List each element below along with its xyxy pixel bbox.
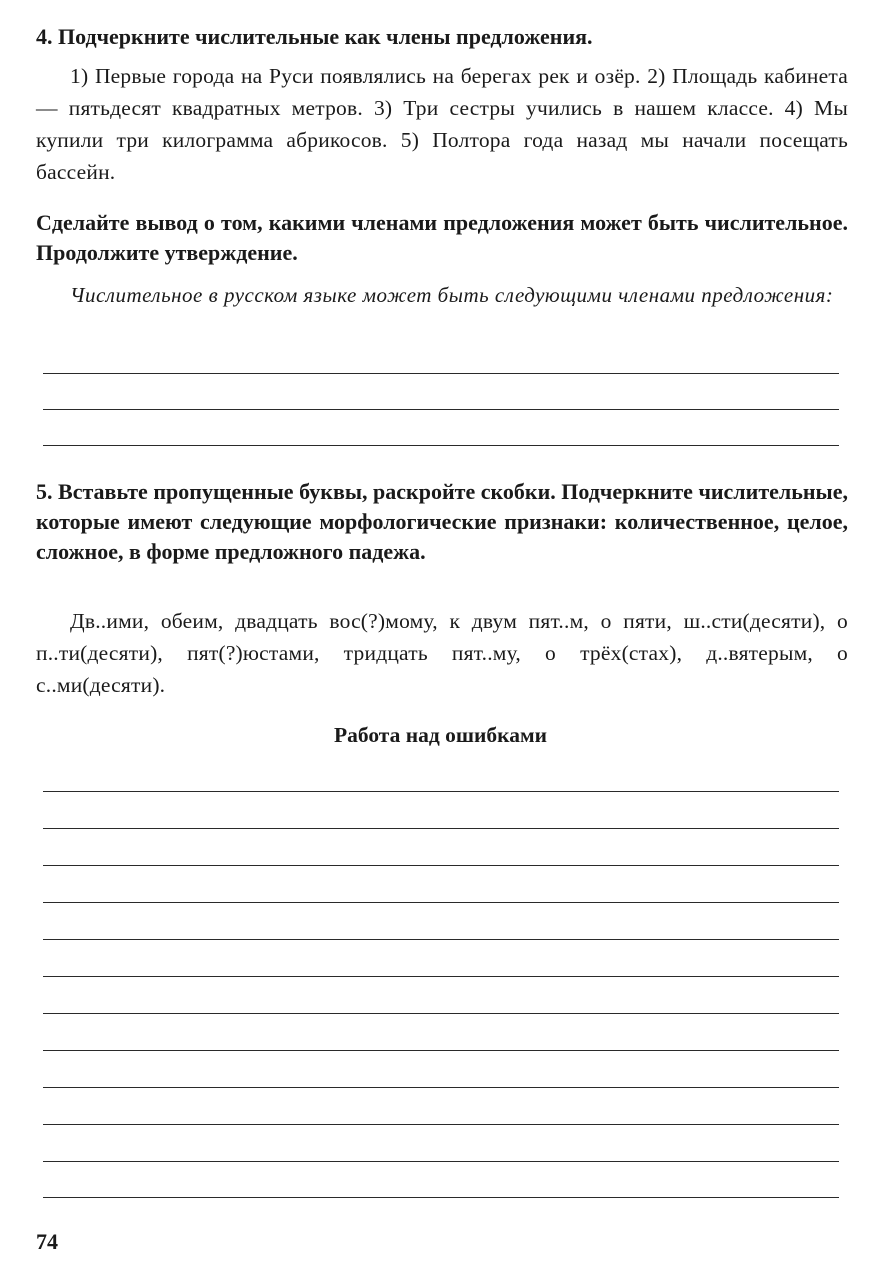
answer-line[interactable] <box>43 1197 839 1198</box>
answer-line[interactable] <box>43 373 839 374</box>
answer-line[interactable] <box>43 791 839 792</box>
conclusion-heading: Сделайте вывод о том, какими членами предложения может быть числительное. Продолжите утверждение. <box>36 210 848 265</box>
answer-line[interactable] <box>43 445 839 446</box>
answer-line[interactable] <box>43 409 839 410</box>
task5-text: Дв..ими, обеим, двадцать вос(?)мому, к двум пят..м, о пяти, ш..сти(десяти), о п..ти(десяти), пят(?)юстами, тридцать пят..му, о трёх(стах), д..вятерым, о с..ми(десяти). <box>36 609 848 697</box>
answer-line[interactable] <box>43 976 839 977</box>
task4-text: 1) Первые города на Руси появлялись на берегах рек и озёр. 2) Площадь кабинета — пятьдесят квадратных метров. 3) Три сестры учились в нашем классе. 4) Мы купили три килограмма абрикосов. 5) Полтора года назад мы начали посещать бассейн. <box>36 64 848 184</box>
answer-line[interactable] <box>43 1087 839 1088</box>
answer-line[interactable] <box>43 1124 839 1125</box>
answer-line[interactable] <box>43 1013 839 1014</box>
answer-line[interactable] <box>43 1161 839 1162</box>
answer-line[interactable] <box>43 939 839 940</box>
page-number: 74 <box>36 1229 58 1254</box>
task5-heading: 5. Вставьте пропущенные буквы, раскройте скобки. Подчеркните числительные, которые имеют следующие морфологические признаки: количественное, целое, сложное, в форме предложного падежа. <box>36 479 848 564</box>
answer-line[interactable] <box>43 1050 839 1051</box>
answer-line[interactable] <box>43 902 839 903</box>
errors-section-title: Работа над ошибками <box>333 723 548 747</box>
answer-line[interactable] <box>43 828 839 829</box>
conclusion-prompt: Числительное в русском языке может быть следующими членами предложения: <box>70 283 834 307</box>
answer-line[interactable] <box>43 865 839 866</box>
task4-heading: 4. Подчеркните числительные как члены предложения. <box>36 24 593 49</box>
